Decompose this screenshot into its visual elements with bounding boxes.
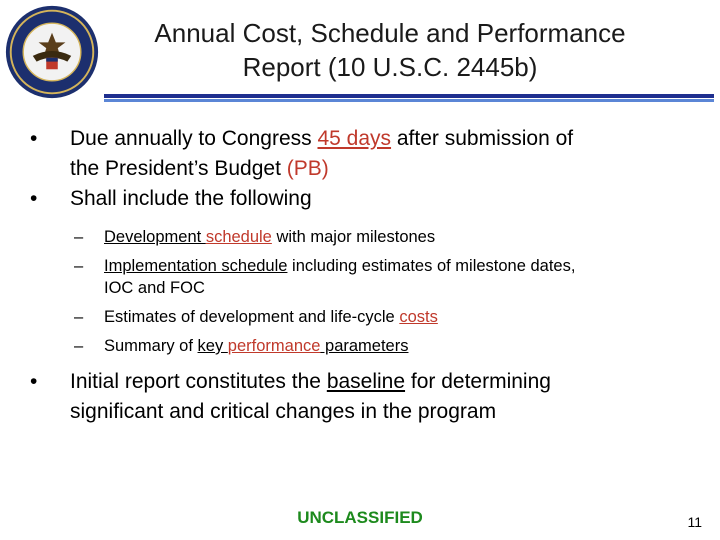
bullet-shall-include — [24, 184, 704, 214]
department-of-defense-seal-icon — [4, 4, 100, 100]
bullet-text: for determining — [405, 370, 551, 393]
bullet-due-annually — [24, 124, 704, 184]
title-line-1: Annual Cost, Schedule and Performance — [154, 18, 626, 48]
sub-bullet-list — [24, 226, 704, 357]
bullet-text: significant and critical changes in the program — [70, 400, 497, 423]
dash-icon: – — [74, 308, 84, 326]
sub-bullet-text: IOC and FOC — [104, 279, 205, 297]
sub-bullet-development-schedule — [24, 226, 704, 248]
dash-icon: – — [74, 228, 84, 246]
header-rule-dark — [104, 94, 714, 98]
page-title — [110, 16, 670, 84]
bullet-initial-report — [24, 367, 704, 427]
bullet-text: after submission of — [391, 127, 574, 150]
classification-label: UNCLASSIFIED — [297, 508, 423, 527]
bullet-text: the President’s Budget — [70, 157, 287, 180]
bullet-text: Due annually to Congress — [70, 127, 318, 150]
bullet-text: Shall include the following — [70, 187, 312, 210]
bullet-text: Initial report constitutes the — [70, 370, 327, 393]
bullet-text-highlight: 45 days — [317, 127, 392, 150]
sub-bullet-text: Estimates of development and life-cycle — [104, 308, 400, 326]
dash-icon: – — [74, 257, 84, 275]
sub-bullet-text-highlight: schedule — [205, 228, 272, 246]
sub-bullet-text-highlight: costs — [399, 308, 438, 326]
sub-bullet-estimates-costs — [24, 306, 704, 328]
sub-bullet-implementation-schedule — [24, 255, 704, 299]
bullet-dot-icon: • — [30, 127, 38, 150]
sub-bullet-text: Development — [104, 228, 206, 246]
bullet-list — [24, 124, 704, 427]
sub-bullet-text: Implementation schedule — [104, 257, 288, 275]
bullet-dot-icon: • — [30, 370, 38, 393]
header-rule-light — [104, 99, 714, 102]
sub-bullet-text: including estimates of milestone dates, — [287, 257, 576, 275]
title-line-2: Report (10 U.S.C. 2445b) — [242, 52, 538, 82]
page-number: 11 — [687, 514, 702, 530]
sub-bullet-text: Summary of — [104, 337, 198, 355]
dash-icon: – — [74, 337, 84, 355]
sub-bullet-text: key — [197, 337, 228, 355]
sub-bullet-text-highlight: performance — [227, 337, 321, 355]
bullet-dot-icon: • — [30, 187, 38, 210]
sub-bullet-kpp-summary — [24, 335, 704, 357]
sub-bullet-text: with major milestones — [271, 228, 436, 246]
bullet-text-highlight: baseline — [326, 370, 406, 393]
bullet-text-highlight: (PB) — [286, 157, 329, 180]
sub-bullet-text: parameters — [320, 337, 409, 355]
